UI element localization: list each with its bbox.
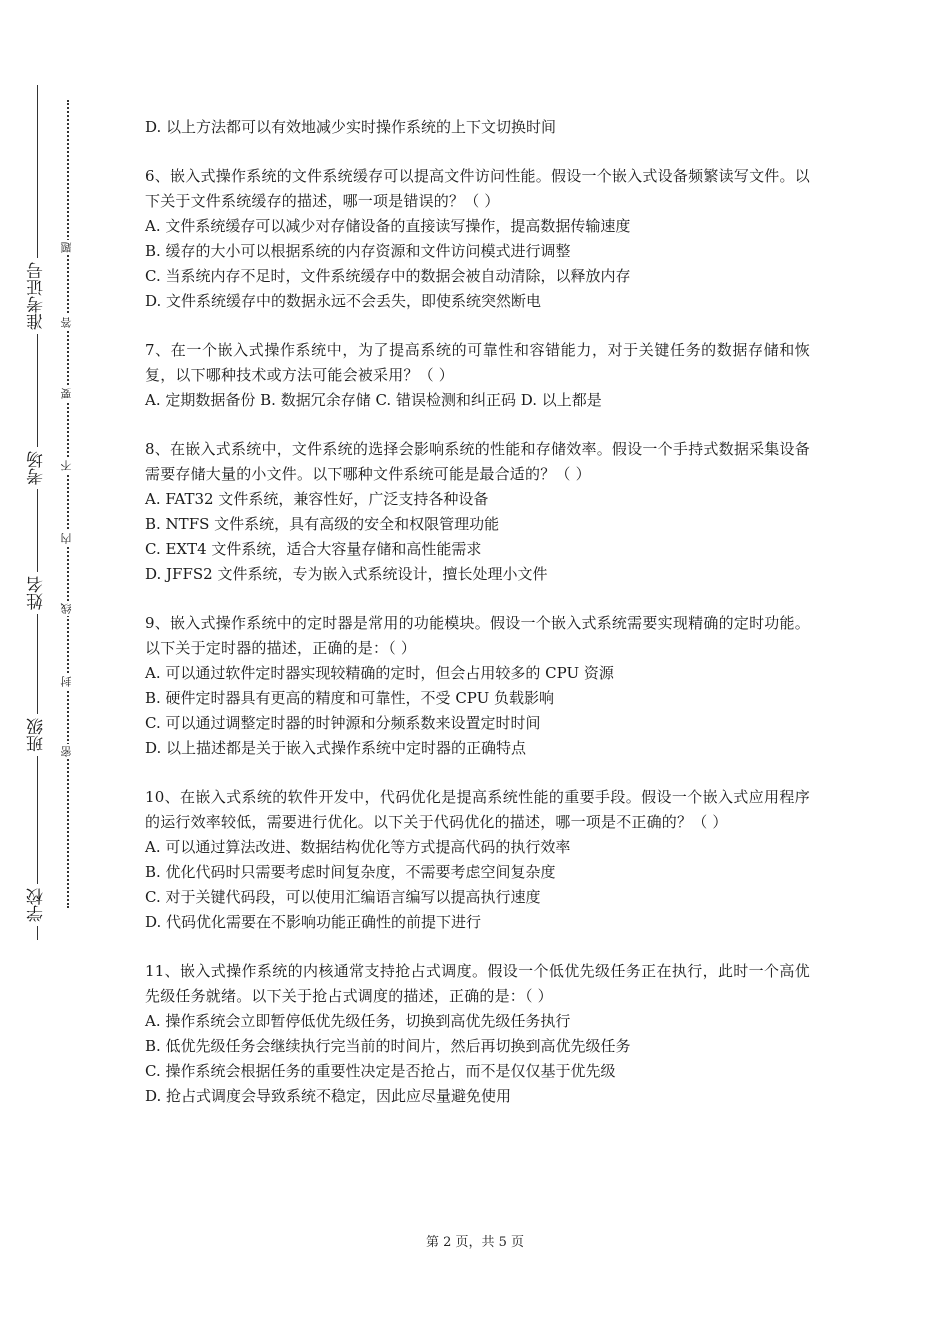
label-exam-room: 考场: [24, 447, 50, 489]
page-number: 第 2 页，共 5 页: [425, 1235, 525, 1250]
option-d: D. JFFS2 文件系统，专为嵌入式系统设计，擅长处理小文件: [145, 565, 548, 583]
option-b: B. 缓存的大小可以根据系统的内存资源和文件访问模式进行调整: [145, 242, 571, 260]
option-a: A. 文件系统缓存可以减少对存储设备的直接读写操作，提高数据传输速度: [145, 217, 631, 235]
option-a: A. 可以通过算法改进、数据结构优化等方式提高代码的执行效率: [145, 838, 571, 856]
seal-char: 密: [60, 746, 73, 757]
seal-char: 要: [60, 388, 73, 399]
option-c: C. 操作系统会根据任务的重要性决定是否抢占，而不是仅仅基于优先级: [145, 1062, 616, 1080]
label-name: 姓名: [24, 572, 50, 614]
option-d: D. 以上描述都是关于嵌入式操作系统中定时器的正确特点: [145, 739, 527, 757]
option-b: B. NTFS 文件系统，具有高级的安全和权限管理功能: [145, 515, 500, 533]
option-d: D. 文件系统缓存中的数据永远不会丢失，即使系统突然断电: [145, 292, 542, 310]
question-stem: 8、在嵌入式系统中，文件系统的选择会影响系统的性能和存储效率。假设一个手持式数据采集设备需要存储大量的小文件。以下哪种文件系统可能是最合适的？（ ）: [145, 440, 810, 483]
seal-char: 题: [60, 242, 73, 253]
question-stem: 7、在一个嵌入式操作系统中，为了提高系统的可靠性和容错能力，对于关键任务的数据存储和恢复，以下哪种技术或方法可能会被采用？（ ）: [145, 341, 810, 384]
option-a: A. FAT32 文件系统，兼容性好，广泛支持各种设备: [145, 490, 489, 508]
option-d: D. 以上方法都可以有效地减少实时操作系统的上下文切换时间: [145, 118, 557, 136]
options-inline: A. 定期数据备份 B. 数据冗余存储 C. 错误检测和纠正码 D. 以上都是: [145, 391, 602, 409]
question-stem: 6、嵌入式操作系统的文件系统缓存可以提高文件访问性能。假设一个嵌入式设备频繁读写文件。以下关于文件系统缓存的描述，哪一项是错误的？（ ）: [145, 167, 810, 210]
binding-dotted-line: [67, 100, 69, 908]
seal-char: 封: [60, 676, 73, 687]
binding-solid-line: [37, 85, 38, 940]
seal-char: 不: [60, 460, 73, 471]
question-stem: 11、嵌入式操作系统的内核通常支持抢占式调度。假设一个低优先级任务正在执行，此时一个高优先级任务就绪。以下关于抢占式调度的描述，正确的是：（ ）: [145, 962, 810, 1005]
binding-margin: [0, 0, 80, 1344]
label-exam-number: 准考证号: [24, 258, 50, 334]
question-stem: 9、嵌入式操作系统中的定时器是常用的功能模块。假设一个嵌入式系统需要实现精确的定时功能。以下关于定时器的描述，正确的是：（ ）: [145, 614, 810, 657]
option-b: B. 优化代码时只需要考虑时间复杂度，不需要考虑空间复杂度: [145, 863, 556, 881]
seal-char: 内: [60, 533, 73, 544]
option-c: C. 可以通过调整定时器的时钟源和分频系数来设置定时时间: [145, 714, 541, 732]
option-b: B. 低优先级任务会继续执行完当前的时间片，然后再切换到高优先级任务: [145, 1037, 631, 1055]
question-9: [145, 611, 810, 761]
question-6: [145, 164, 810, 314]
question-stem: 10、在嵌入式系统的软件开发中，代码优化是提高系统性能的重要手段。假设一个嵌入式应用程序的运行效率较低，需要进行优化。以下关于代码优化的描述，哪一项是不正确的？（ ）: [145, 788, 810, 831]
question-8: [145, 437, 810, 587]
option-a: A. 操作系统会立即暂停低优先级任务，切换到高优先级任务执行: [145, 1012, 571, 1030]
question-10: [145, 785, 810, 935]
label-school: 学校: [24, 884, 50, 926]
option-b: B. 硬件定时器具有更高的精度和可靠性，不受 CPU 负载影响: [145, 689, 555, 707]
option-a: A. 可以通过软件定时器实现较精确的定时，但会占用较多的 CPU 资源: [145, 664, 614, 682]
label-class: 班级: [24, 714, 50, 756]
option-c: C. 当系统内存不足时，文件系统缓存中的数据会被自动清除，以释放内存: [145, 267, 631, 285]
question-7: [145, 338, 810, 413]
option-c: C. EXT4 文件系统，适合大容量存储和高性能需求: [145, 540, 482, 558]
option-d: D. 抢占式调度会导致系统不稳定，因此应尽量避免使用: [145, 1087, 512, 1105]
question-5-tail: [145, 115, 810, 140]
question-list: [145, 115, 810, 1133]
seal-char: 线: [60, 603, 73, 614]
option-d: D. 代码优化需要在不影响功能正确性的前提下进行: [145, 913, 482, 931]
question-11: [145, 959, 810, 1109]
seal-char: 答: [60, 317, 73, 328]
option-c: C. 对于关键代码段，可以使用汇编语言编写以提高执行速度: [145, 888, 541, 906]
